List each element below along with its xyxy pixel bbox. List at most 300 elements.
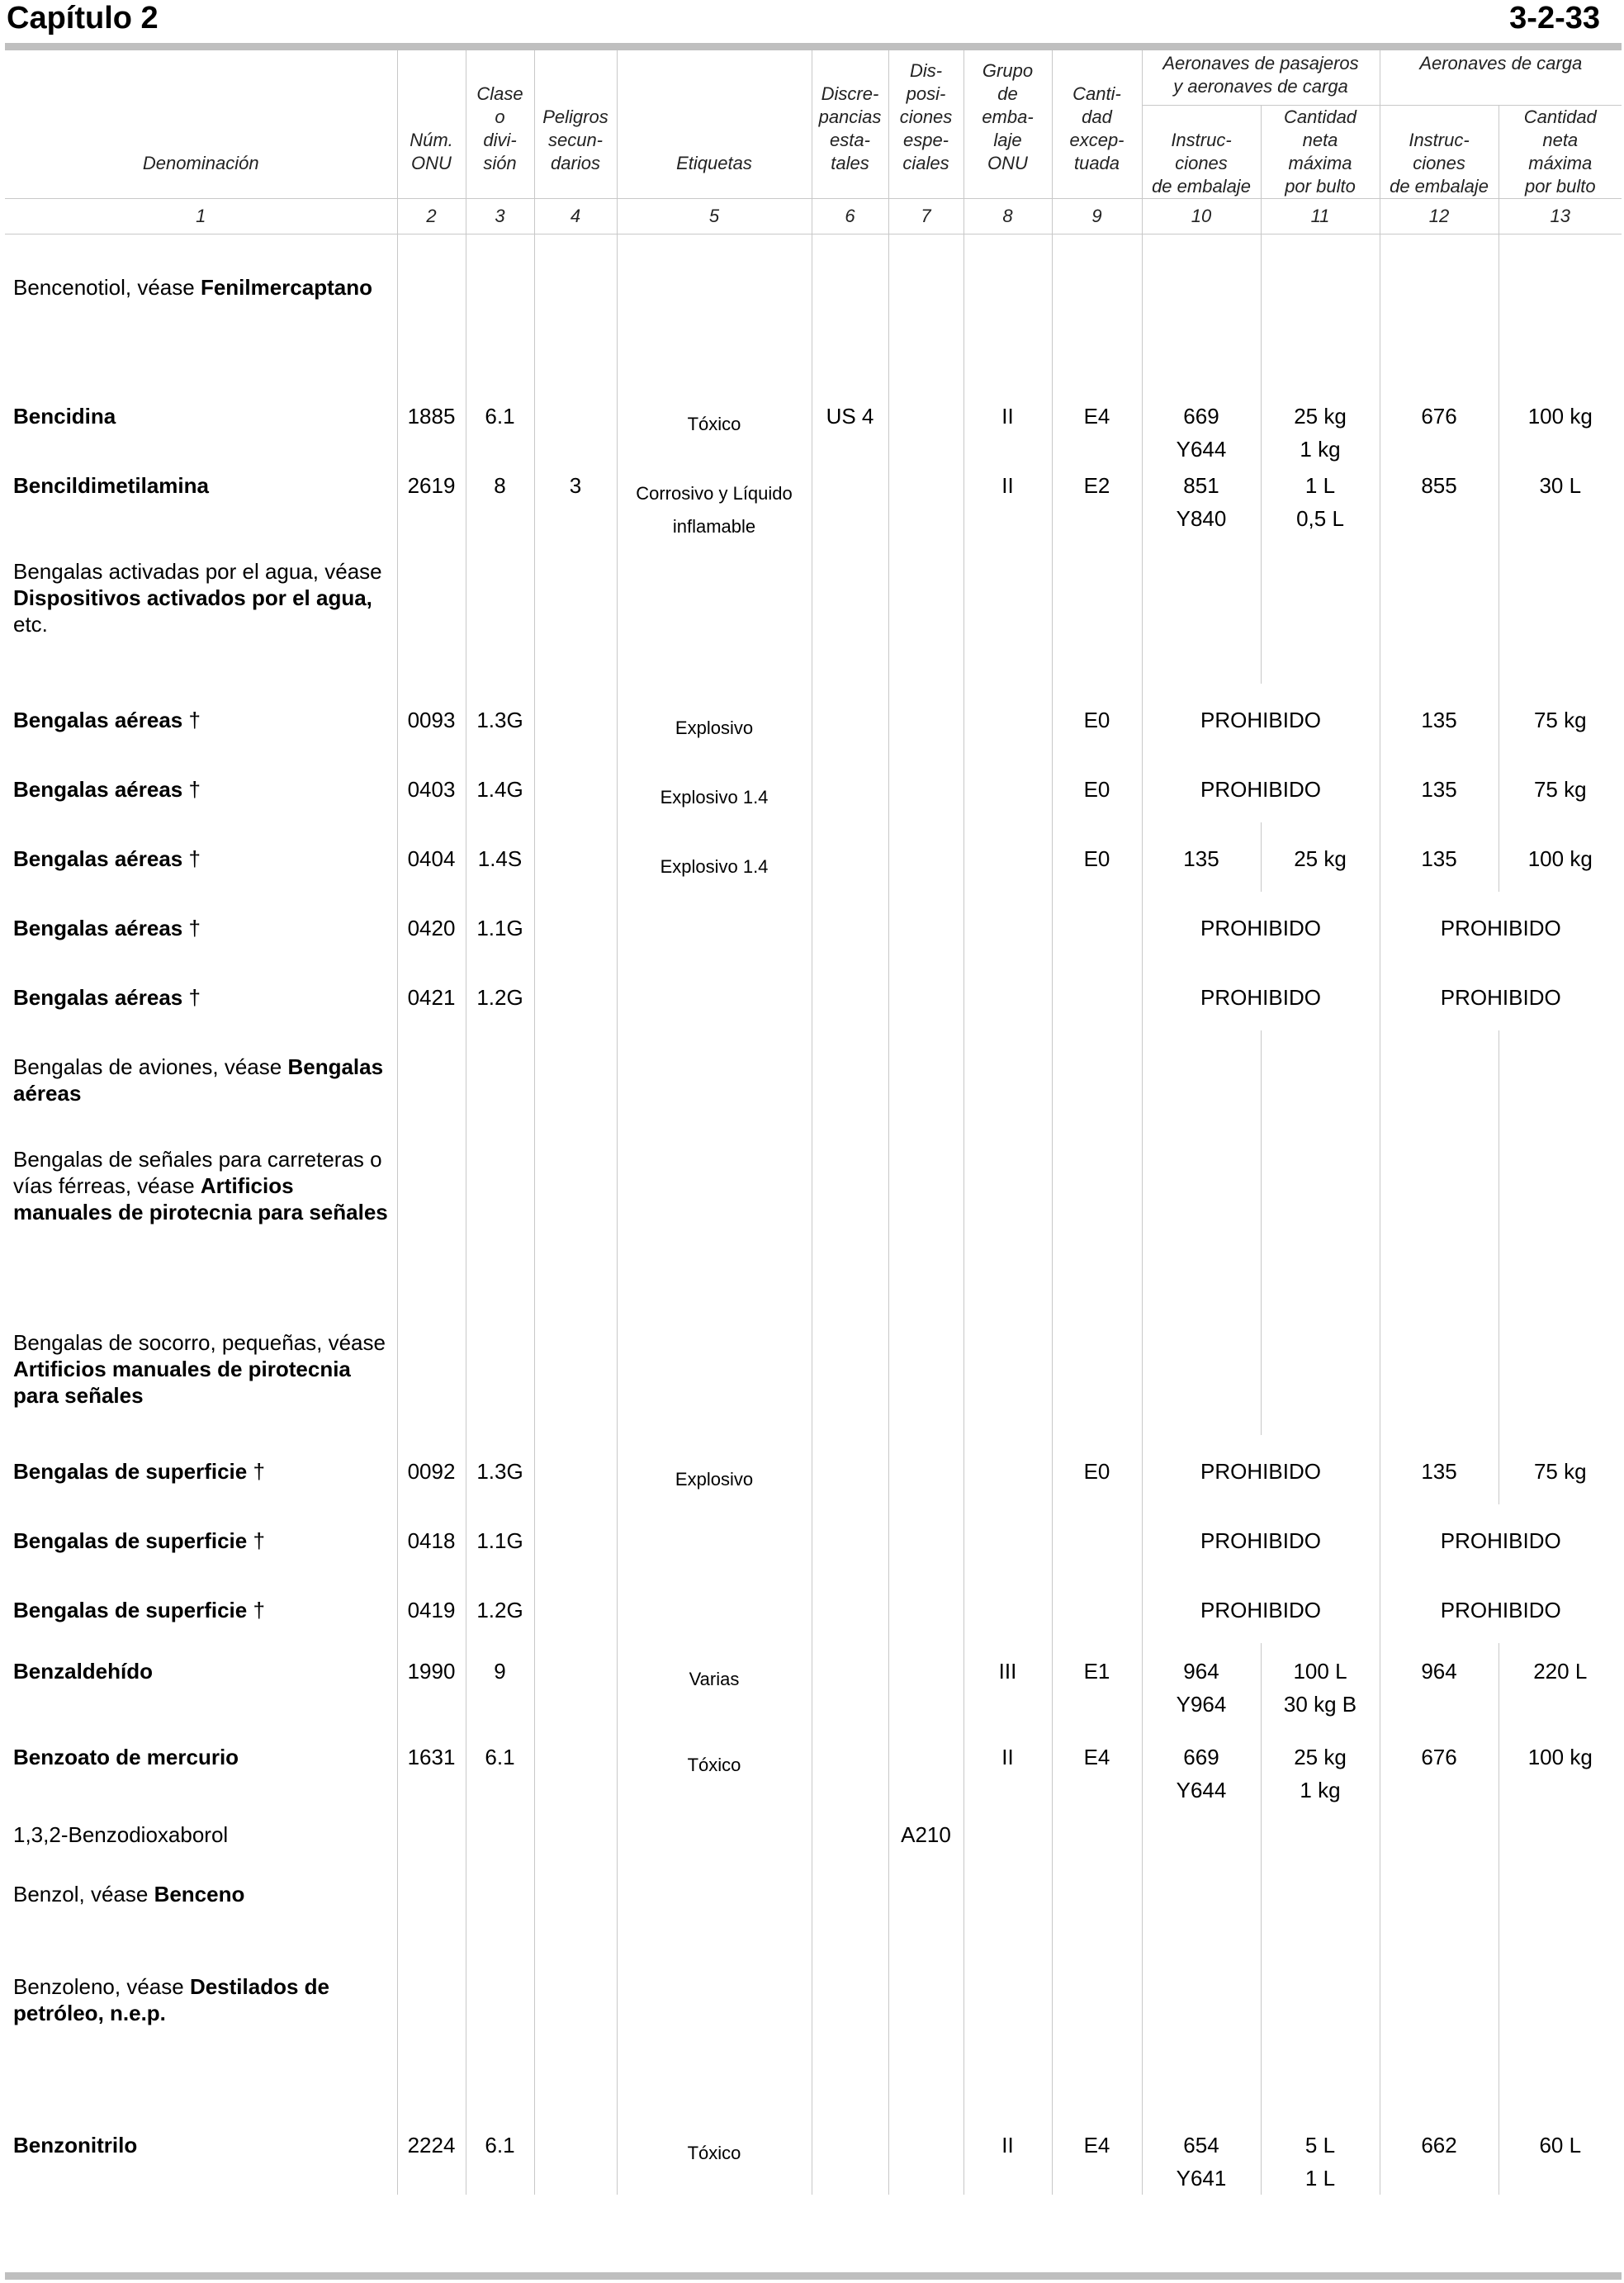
col-pax-instructions-header: Instruc- ciones de embalaje (1142, 106, 1261, 199)
pax-packing-instruction: 135 (1142, 822, 1261, 892)
substance-name: Bengalas de aviones, véase Bengalas aéreas (5, 1030, 397, 1123)
cargo-packing-instruction: 135 (1380, 1435, 1499, 1504)
packing-group: II (964, 380, 1052, 466)
excepted-quantity: E2 (1052, 466, 1142, 552)
subsidiary-hazard (534, 961, 617, 1030)
substance-name: Bengalas de superficie † (5, 1574, 397, 1643)
packing-group: II (964, 1729, 1052, 1815)
table-row (5, 892, 1622, 961)
class-division: 9 (466, 1643, 534, 1729)
pax-packing-instruction (1142, 1967, 1261, 2092)
substance-name: Bengalas de señales para carreteras o vías férreas, véase Artificios manuales de pirotecnia para señales (5, 1123, 397, 1290)
subsidiary-hazard (534, 1967, 617, 2092)
column-number: 5 (617, 199, 812, 234)
excepted-quantity (1052, 1874, 1142, 1967)
substance-name: Bengalas aéreas † (5, 684, 397, 753)
pax-max-quantity: 5 L 1 L (1261, 2092, 1380, 2195)
bottom-divider (5, 2272, 1622, 2280)
pax-packing-instruction (1142, 552, 1261, 684)
pax-packing-instruction: 669 Y644 (1142, 380, 1261, 466)
column-number: 10 (1142, 199, 1261, 234)
special-provision (888, 1729, 964, 1815)
hazard-label (617, 1815, 812, 1874)
hazard-label (617, 1504, 812, 1574)
column-number: 9 (1052, 199, 1142, 234)
excepted-quantity: E4 (1052, 1729, 1142, 1815)
col-peligros-header: Peligros secun- darios (534, 50, 617, 199)
table-row (5, 1729, 1622, 1815)
subsidiary-hazard (534, 1123, 617, 1290)
cargo-forbidden: PROHIBIDO (1380, 1574, 1622, 1643)
dangerous-goods-table (5, 50, 1622, 2195)
class-division (466, 552, 534, 684)
special-provision (888, 822, 964, 892)
table-row (5, 380, 1622, 466)
un-number: 1990 (397, 1643, 466, 1729)
packing-group (964, 1504, 1052, 1574)
class-division (466, 1290, 534, 1435)
table-row (5, 961, 1622, 1030)
special-provision (888, 1504, 964, 1574)
column-number: 7 (888, 199, 964, 234)
substance-name: Bencidina (5, 380, 397, 466)
column-number: 8 (964, 199, 1052, 234)
special-provision (888, 552, 964, 684)
pax-packing-instruction: 669 Y644 (1142, 1729, 1261, 1815)
un-number: 0404 (397, 822, 466, 892)
un-number (397, 552, 466, 684)
state-variation (812, 1290, 888, 1435)
pax-packing-instruction: 654 Y641 (1142, 2092, 1261, 2195)
table-row (5, 1290, 1622, 1435)
class-division (466, 1030, 534, 1123)
substance-name: Benzol, véase Benceno (5, 1874, 397, 1967)
class-division (466, 234, 534, 380)
substance-name: Bengalas activadas por el agua, véase Dispositivos activados por el agua, etc. (5, 552, 397, 684)
un-number: 0418 (397, 1504, 466, 1574)
state-variation (812, 822, 888, 892)
excepted-quantity: E4 (1052, 380, 1142, 466)
un-number: 0092 (397, 1435, 466, 1504)
special-provision (888, 892, 964, 961)
cargo-max-quantity (1499, 552, 1622, 684)
class-division: 1.4G (466, 753, 534, 822)
un-number: 0420 (397, 892, 466, 961)
hazard-label (617, 234, 812, 380)
excepted-quantity (1052, 1123, 1142, 1290)
state-variation (812, 234, 888, 380)
hazard-label (617, 961, 812, 1030)
passenger-forbidden: PROHIBIDO (1142, 684, 1380, 753)
pax-max-quantity (1261, 1874, 1380, 1967)
subsidiary-hazard (534, 1643, 617, 1729)
special-provision (888, 1290, 964, 1435)
pax-packing-instruction (1142, 234, 1261, 380)
substance-name: Benzoleno, véase Destilados de petróleo, n.e.p. (5, 1967, 397, 2092)
subsidiary-hazard (534, 684, 617, 753)
state-variation (812, 1435, 888, 1504)
cargo-max-quantity: 220 L (1499, 1643, 1622, 1729)
substance-name: Benzonitrilo (5, 2092, 397, 2195)
subsidiary-hazard (534, 1729, 617, 1815)
class-division: 6.1 (466, 1729, 534, 1815)
packing-group (964, 753, 1052, 822)
excepted-quantity: E4 (1052, 2092, 1142, 2195)
hazard-label: Tóxico (617, 1729, 812, 1815)
cargo-max-quantity: 100 kg (1499, 1729, 1622, 1815)
subsidiary-hazard (534, 234, 617, 380)
cargo-max-quantity (1499, 1030, 1622, 1123)
table-row (5, 234, 1622, 380)
un-number: 2224 (397, 2092, 466, 2195)
column-number: 2 (397, 199, 466, 234)
cargo-max-quantity: 75 kg (1499, 684, 1622, 753)
class-division: 1.1G (466, 892, 534, 961)
cargo-max-quantity: 75 kg (1499, 1435, 1622, 1504)
pax-max-quantity (1261, 234, 1380, 380)
class-division: 1.3G (466, 684, 534, 753)
cargo-packing-instruction: 662 (1380, 2092, 1499, 2195)
cargo-packing-instruction (1380, 1967, 1499, 2092)
excepted-quantity (1052, 961, 1142, 1030)
special-provision (888, 1435, 964, 1504)
class-division: 1.2G (466, 961, 534, 1030)
passenger-forbidden: PROHIBIDO (1142, 1435, 1380, 1504)
special-provision (888, 684, 964, 753)
top-divider (5, 43, 1622, 50)
class-division (466, 1967, 534, 2092)
un-number (397, 1815, 466, 1874)
state-variation (812, 1030, 888, 1123)
packing-group (964, 822, 1052, 892)
hazard-label: Corrosivo y Líquido inflamable (617, 466, 812, 552)
excepted-quantity (1052, 552, 1142, 684)
hazard-label: Tóxico (617, 2092, 812, 2195)
excepted-quantity: E0 (1052, 684, 1142, 753)
excepted-quantity (1052, 1815, 1142, 1874)
subsidiary-hazard (534, 1504, 617, 1574)
packing-group (964, 234, 1052, 380)
passenger-forbidden: PROHIBIDO (1142, 753, 1380, 822)
cargo-packing-instruction: 676 (1380, 380, 1499, 466)
subsidiary-hazard (534, 1290, 617, 1435)
class-division: 1.2G (466, 1574, 534, 1643)
cargo-max-quantity (1499, 234, 1622, 380)
special-provision (888, 1874, 964, 1967)
subsidiary-hazard (534, 2092, 617, 2195)
subsidiary-hazard (534, 552, 617, 684)
special-provision (888, 753, 964, 822)
un-number: 1885 (397, 380, 466, 466)
packing-group (964, 1435, 1052, 1504)
excepted-quantity: E0 (1052, 822, 1142, 892)
class-division: 1.1G (466, 1504, 534, 1574)
special-provision (888, 380, 964, 466)
class-division (466, 1123, 534, 1290)
table-row (5, 1643, 1622, 1729)
substance-name: Bengalas de superficie † (5, 1435, 397, 1504)
column-number: 6 (812, 199, 888, 234)
passenger-forbidden: PROHIBIDO (1142, 1504, 1380, 1574)
cargo-packing-instruction: 964 (1380, 1643, 1499, 1729)
hazard-label (617, 1574, 812, 1643)
cargo-packing-instruction: 135 (1380, 684, 1499, 753)
table-row (5, 822, 1622, 892)
state-variation (812, 961, 888, 1030)
hazard-label: Tóxico (617, 380, 812, 466)
table-row (5, 1874, 1622, 1967)
un-number: 0093 (397, 684, 466, 753)
class-division: 6.1 (466, 2092, 534, 2195)
excepted-quantity: E0 (1052, 753, 1142, 822)
cargo-max-quantity (1499, 1874, 1622, 1967)
class-division: 6.1 (466, 380, 534, 466)
cargo-max-quantity: 60 L (1499, 2092, 1622, 2195)
page-header (7, 0, 1600, 41)
table-row (5, 1967, 1622, 2092)
subsidiary-hazard (534, 1435, 617, 1504)
state-variation (812, 2092, 888, 2195)
subsidiary-hazard: 3 (534, 466, 617, 552)
substance-name: Benzoato de mercurio (5, 1729, 397, 1815)
column-number: 4 (534, 199, 617, 234)
packing-group (964, 1874, 1052, 1967)
pax-max-quantity (1261, 552, 1380, 684)
pax-max-quantity: 1 L 0,5 L (1261, 466, 1380, 552)
cargo-max-quantity: 100 kg (1499, 380, 1622, 466)
col-cargo-quantity-header: Cantidad neta máxima por bulto (1499, 106, 1622, 199)
packing-group (964, 1290, 1052, 1435)
packing-group (964, 684, 1052, 753)
pax-packing-instruction: 964 Y964 (1142, 1643, 1261, 1729)
state-variation (812, 1874, 888, 1967)
col-cantidad-header: Canti- dad excep- tuada (1052, 50, 1142, 199)
state-variation (812, 1729, 888, 1815)
substance-name: 1,3,2-Benzodioxaborol (5, 1815, 397, 1874)
cargo-packing-instruction (1380, 1815, 1499, 1874)
substance-name: Benzaldehído (5, 1643, 397, 1729)
column-number: 12 (1380, 199, 1499, 234)
table-row (5, 1574, 1622, 1643)
un-number: 0419 (397, 1574, 466, 1643)
cargo-packing-instruction (1380, 1290, 1499, 1435)
special-provision (888, 1123, 964, 1290)
cargo-packing-instruction (1380, 1874, 1499, 1967)
substance-name: Bengalas de socorro, pequeñas, véase Artificios manuales de pirotecnia para señales (5, 1290, 397, 1435)
excepted-quantity (1052, 234, 1142, 380)
special-provision (888, 1030, 964, 1123)
passenger-aircraft-group-header: Aeronaves de pasajeros y aeronaves de carga (1142, 50, 1380, 106)
cargo-packing-instruction: 135 (1380, 822, 1499, 892)
cargo-packing-instruction: 135 (1380, 753, 1499, 822)
table-row (5, 466, 1622, 552)
excepted-quantity (1052, 1574, 1142, 1643)
subsidiary-hazard (534, 1815, 617, 1874)
special-provision (888, 466, 964, 552)
cargo-packing-instruction: 855 (1380, 466, 1499, 552)
packing-group: II (964, 2092, 1052, 2195)
cargo-max-quantity (1499, 1123, 1622, 1290)
packing-group: II (964, 466, 1052, 552)
column-number: 13 (1499, 199, 1622, 234)
hazard-label (617, 1030, 812, 1123)
pax-max-quantity (1261, 1123, 1380, 1290)
cargo-packing-instruction (1380, 1123, 1499, 1290)
col-denominacion-header: Denominación (5, 50, 397, 199)
un-number (397, 1030, 466, 1123)
special-provision (888, 1643, 964, 1729)
state-variation (812, 1643, 888, 1729)
pax-max-quantity: 25 kg 1 kg (1261, 1729, 1380, 1815)
hazard-label: Varias (617, 1643, 812, 1729)
col-disposiciones-header: Dis- posi- ciones espe- ciales (888, 50, 964, 199)
un-number (397, 1967, 466, 2092)
col-clase-header: Clase o divi- sión (466, 50, 534, 199)
pax-max-quantity (1261, 1815, 1380, 1874)
special-provision (888, 2092, 964, 2195)
table-row (5, 552, 1622, 684)
un-number: 1631 (397, 1729, 466, 1815)
state-variation (812, 684, 888, 753)
col-etiquetas-header: Etiquetas (617, 50, 812, 199)
excepted-quantity: E0 (1052, 1435, 1142, 1504)
column-number: 1 (5, 199, 397, 234)
col-num-onu-header: Núm. ONU (397, 50, 466, 199)
state-variation (812, 892, 888, 961)
un-number: 0421 (397, 961, 466, 1030)
cargo-max-quantity: 100 kg (1499, 822, 1622, 892)
substance-name: Bengalas de superficie † (5, 1504, 397, 1574)
pax-max-quantity (1261, 1967, 1380, 2092)
special-provision (888, 234, 964, 380)
pax-packing-instruction (1142, 1874, 1261, 1967)
table-body (5, 234, 1622, 2195)
special-provision (888, 1574, 964, 1643)
special-provision (888, 961, 964, 1030)
hazard-label (617, 1290, 812, 1435)
hazard-label: Explosivo (617, 684, 812, 753)
subsidiary-hazard (534, 892, 617, 961)
table-row (5, 1504, 1622, 1574)
packing-group (964, 1967, 1052, 2092)
state-variation (812, 1504, 888, 1574)
substance-name: Bengalas aéreas † (5, 822, 397, 892)
excepted-quantity (1052, 892, 1142, 961)
pax-packing-instruction (1142, 1290, 1261, 1435)
un-number (397, 1874, 466, 1967)
chapter-title: Capítulo 2 (7, 1, 159, 36)
packing-group (964, 1815, 1052, 1874)
col-discrepancias-header: Discre- pancias esta- tales (812, 50, 888, 199)
cargo-aircraft-group-header: Aeronaves de carga (1380, 50, 1622, 106)
packing-group: III (964, 1643, 1052, 1729)
subsidiary-hazard (534, 753, 617, 822)
un-number (397, 1123, 466, 1290)
cargo-max-quantity (1499, 1967, 1622, 2092)
packing-group (964, 552, 1052, 684)
cargo-packing-instruction (1380, 234, 1499, 380)
table-row (5, 1123, 1622, 1290)
page-number: 3-2-33 (1509, 1, 1600, 36)
cargo-packing-instruction (1380, 552, 1499, 684)
hazard-label (617, 1123, 812, 1290)
cargo-max-quantity (1499, 1290, 1622, 1435)
packing-group (964, 1030, 1052, 1123)
subsidiary-hazard (534, 380, 617, 466)
subsidiary-hazard (534, 822, 617, 892)
pax-max-quantity (1261, 1030, 1380, 1123)
state-variation (812, 466, 888, 552)
substance-name: Bencildimetilamina (5, 466, 397, 552)
hazard-label: Explosivo 1.4 (617, 822, 812, 892)
state-variation (812, 1574, 888, 1643)
pax-max-quantity (1261, 1290, 1380, 1435)
substance-name: Bencenotiol, véase Fenilmercaptano (5, 234, 397, 380)
substance-name: Bengalas aéreas † (5, 892, 397, 961)
cargo-max-quantity: 75 kg (1499, 753, 1622, 822)
special-provision (888, 1967, 964, 2092)
hazard-label (617, 1967, 812, 2092)
column-number-row (5, 199, 1622, 234)
cargo-forbidden: PROHIBIDO (1380, 961, 1622, 1030)
table-row (5, 1030, 1622, 1123)
pax-packing-instruction (1142, 1123, 1261, 1290)
class-division (466, 1874, 534, 1967)
un-number: 2619 (397, 466, 466, 552)
column-number: 3 (466, 199, 534, 234)
pax-packing-instruction (1142, 1815, 1261, 1874)
excepted-quantity (1052, 1967, 1142, 2092)
subsidiary-hazard (534, 1030, 617, 1123)
table-row (5, 753, 1622, 822)
hazard-label (617, 892, 812, 961)
col-grupo-header: Grupo de emba- laje ONU (964, 50, 1052, 199)
class-division: 1.3G (466, 1435, 534, 1504)
cargo-packing-instruction (1380, 1030, 1499, 1123)
table-row (5, 684, 1622, 753)
cargo-packing-instruction: 676 (1380, 1729, 1499, 1815)
packing-group (964, 1123, 1052, 1290)
class-division (466, 1815, 534, 1874)
pax-packing-instruction: 851 Y840 (1142, 466, 1261, 552)
packing-group (964, 892, 1052, 961)
excepted-quantity: E1 (1052, 1643, 1142, 1729)
table-row (5, 2092, 1622, 2195)
state-variation (812, 1123, 888, 1290)
pax-packing-instruction (1142, 1030, 1261, 1123)
special-provision: A210 (888, 1815, 964, 1874)
substance-name: Bengalas aéreas † (5, 753, 397, 822)
state-variation (812, 552, 888, 684)
state-variation (812, 753, 888, 822)
passenger-forbidden: PROHIBIDO (1142, 961, 1380, 1030)
excepted-quantity (1052, 1030, 1142, 1123)
packing-group (964, 961, 1052, 1030)
hazard-label: Explosivo 1.4 (617, 753, 812, 822)
excepted-quantity (1052, 1504, 1142, 1574)
state-variation (812, 1967, 888, 2092)
subsidiary-hazard (534, 1574, 617, 1643)
class-division: 1.4S (466, 822, 534, 892)
pax-max-quantity: 100 L 30 kg B (1261, 1643, 1380, 1729)
cargo-forbidden: PROHIBIDO (1380, 1504, 1622, 1574)
passenger-forbidden: PROHIBIDO (1142, 1574, 1380, 1643)
passenger-forbidden: PROHIBIDO (1142, 892, 1380, 961)
un-number (397, 1290, 466, 1435)
cargo-max-quantity (1499, 1815, 1622, 1874)
excepted-quantity (1052, 1290, 1142, 1435)
un-number: 0403 (397, 753, 466, 822)
